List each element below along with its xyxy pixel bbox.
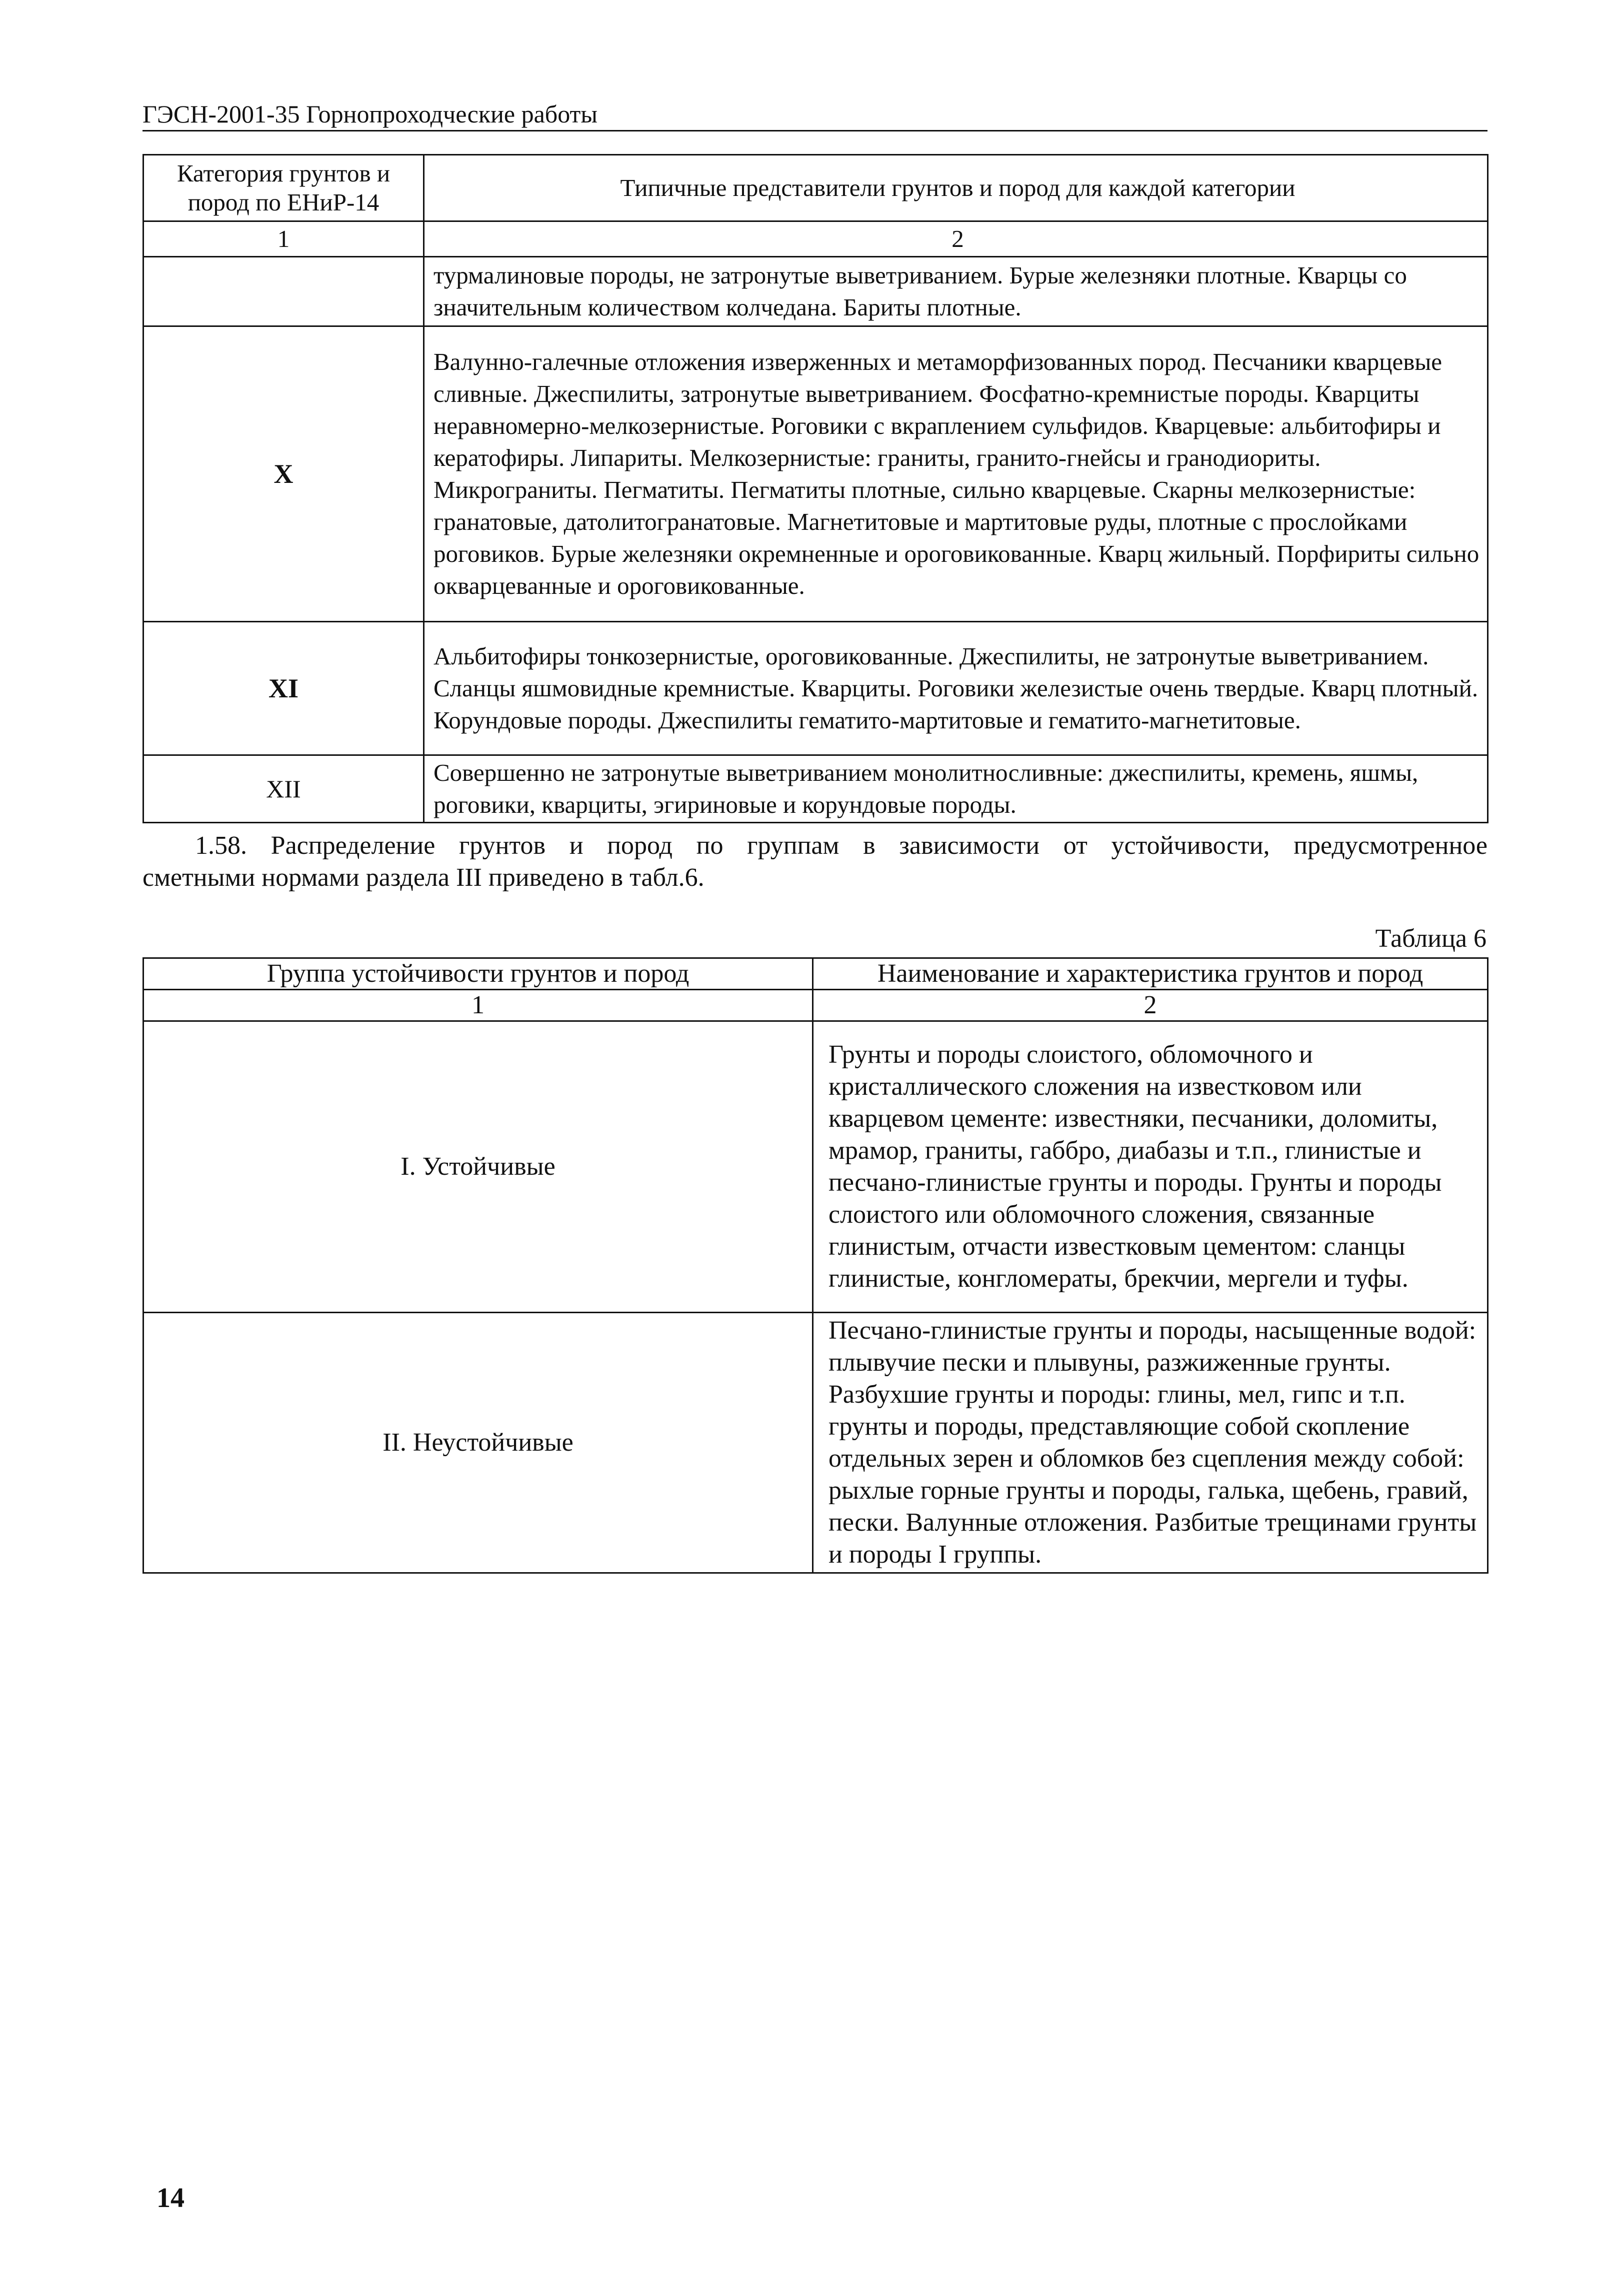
page-number: 14 [156, 2183, 184, 2214]
paragraph-line: 1.58. Распределение грунтов и пород по группам в зависимости от устойчивости, предусмотренное [195, 831, 1488, 860]
table-row [144, 326, 1488, 622]
paragraph-line: сметными нормами раздела III приведено в табл.6. [142, 863, 704, 892]
stability-group-table [142, 957, 1488, 1574]
column-number-row [144, 221, 1488, 257]
table-row [144, 1313, 1488, 1573]
table-header-row [144, 155, 1488, 221]
column-number: 1 [144, 221, 424, 257]
description-cell: Грунты и породы слоистого, обломочного и кристаллического сложения на известковом или кварцевом цементе: известняки, песчаники, доломиты, мрамор, граниты, габбро, диабазы и т.п., глинистые и песчано-глинистые грунты и породы. Грунты и породы слоистого или обломочного сложения, связанные глинистым, отчасти известковым цементом: сланцы глинистые, конгломераты, брекчии, мергели и туфы. [813, 1021, 1488, 1313]
column-header-group: Группа устойчивости грунтов и пород [144, 958, 813, 990]
table-row [144, 622, 1488, 755]
representatives-cell: Совершенно не затронутые выветриванием монолитносливные: джеспилиты, кремень, яшмы, роговики, кварциты, эгириновые и корундовые породы. [424, 755, 1488, 823]
column-number: 1 [144, 990, 813, 1021]
category-cell [144, 257, 424, 326]
representatives-cell: Валунно-галечные отложения изверженных и метаморфизованных пород. Песчаники кварцевые сливные. Джеспилиты, затронутые выветриванием. Фосфатно-кремнистые породы. Кварциты неравномерно-мелкозернистые. Роговики с вкраплением сульфидов. Кварцевые: альбитофиры и кератофиры. Липариты. Мелкозернистые: граниты, гранито-гнейсы и гранодиориты. Микрограниты. Пегматиты. Пегматиты плотные, сильно кварцевые. Скарны мелкозернистые: гранатовые, датолитогранатовые. Магнетитовые и мартитовые руды, плотные с прослойками роговиков. Бурые железняки окремненные и ороговикованные. Кварц жильный. Порфириты сильно окварцеванные и ороговикованные. [424, 326, 1488, 622]
table-row [144, 755, 1488, 823]
paragraph-1-58 [142, 830, 1488, 894]
running-header: ГЭСН-2001-35 Горнопроходческие работы [142, 99, 1488, 131]
table-caption: Таблица 6 [1375, 924, 1486, 953]
category-cell: XII [144, 755, 424, 823]
table-header-row [144, 958, 1488, 990]
group-cell: II. Неустойчивые [144, 1313, 813, 1573]
table-row [144, 257, 1488, 326]
category-cell: XI [144, 622, 424, 755]
rock-category-table [142, 154, 1488, 823]
column-header-category: Категория грунтов и пород по ЕНиР-14 [144, 155, 424, 221]
table-row [144, 1021, 1488, 1313]
column-header-description: Наименование и характеристика грунтов и пород [813, 958, 1488, 990]
column-number: 2 [813, 990, 1488, 1021]
category-cell: X [144, 326, 424, 622]
description-cell: Песчано-глинистые грунты и породы, насыщенные водой: плывучие пески и плывуны, разжиженные грунты. Разбухшие грунты и породы: глины, мел, гипс и т.п. грунты и породы, представляющие собой скопление отдельных зерен и обломков без сцепления между собой: рыхлые горные грунты и породы, галька, щебень, гравий, пески. Валунные отложения. Разбитые трещинами грунты и породы I группы. [813, 1313, 1488, 1573]
column-number-row [144, 990, 1488, 1021]
column-number: 2 [424, 221, 1488, 257]
column-header-representatives: Типичные представители грунтов и пород для каждой категории [424, 155, 1488, 221]
group-cell: I. Устойчивые [144, 1021, 813, 1313]
representatives-cell: турмалиновые породы, не затронутые выветриванием. Бурые железняки плотные. Кварцы со значительным количеством колчедана. Бариты плотные. [424, 257, 1488, 326]
representatives-cell: Альбитофиры тонкозернистые, ороговикованные. Джеспилиты, не затронутые выветриванием. Сланцы яшмовидные кремнистые. Кварциты. Роговики железистые очень твердые. Кварц плотный. Корундовые породы. Джеспилиты гематито-мартитовые и гематито-магнетитовые. [424, 622, 1488, 755]
